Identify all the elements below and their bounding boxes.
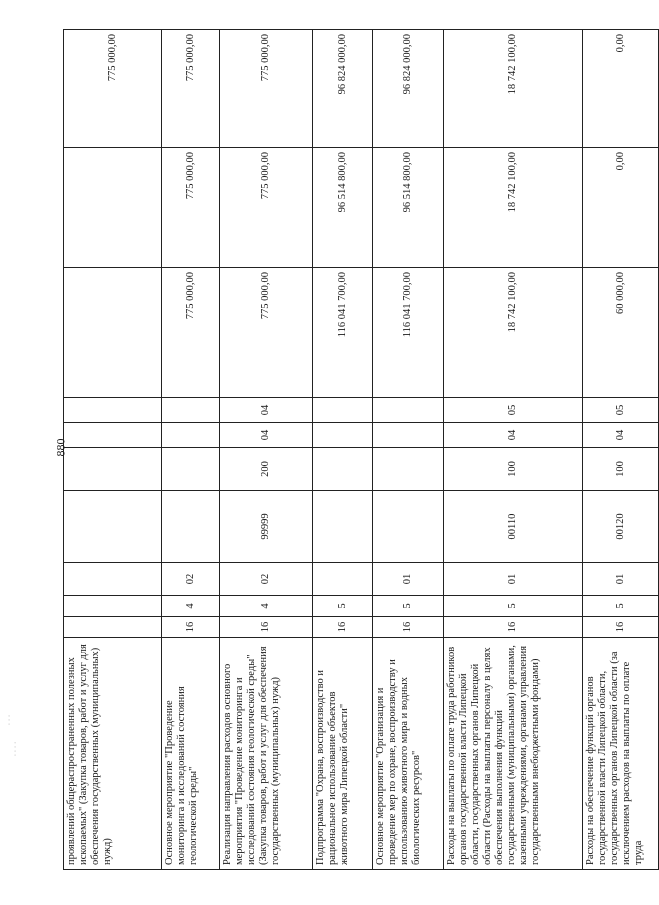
row-name-cell: проявлений общераспространенных полезных ископаемых" (Закупка товаров, работ и услуг для обеспечения государственных (муниципальных) нужд) (64, 638, 162, 870)
amount-cell: 775 000,00 (220, 30, 313, 148)
code-cell (64, 423, 162, 448)
code-cell: 5 (444, 596, 583, 617)
amount-cell: 116 041 700,00 (313, 268, 373, 398)
row-name-cell: Основное мероприятие "Организация и проведение мер по охране, воспроизводству и использованию животного мира и водных биологических ресурсов" (373, 638, 444, 870)
code-cell: 05 (583, 398, 659, 423)
row-name-cell: Подпрограмма "Охрана, воспроизводство и рациональное использование объектов животного мира Липецкой области" (313, 638, 373, 870)
table-row (373, 30, 444, 870)
table-row (162, 30, 220, 870)
code-cell: 05 (444, 398, 583, 423)
code-cell (64, 448, 162, 491)
code-cell: 02 (220, 563, 313, 596)
table-body (64, 30, 659, 870)
budget-table (63, 29, 659, 870)
code-cell: 16 (373, 617, 444, 638)
code-cell (373, 423, 444, 448)
amount-cell: 0,00 (583, 148, 659, 268)
amount-cell (64, 148, 162, 268)
amount-cell: 775 000,00 (162, 268, 220, 398)
code-cell: 01 (373, 563, 444, 596)
code-cell: 01 (583, 563, 659, 596)
page-number: 880 (53, 438, 68, 457)
code-cell: 4 (220, 596, 313, 617)
code-cell (162, 398, 220, 423)
code-cell (313, 448, 373, 491)
amount-cell: 775 000,00 (162, 30, 220, 148)
amount-cell: 775 000,00 (64, 30, 162, 148)
code-cell: 00120 (583, 491, 659, 563)
code-cell: 100 (583, 448, 659, 491)
code-cell (64, 563, 162, 596)
table-row (444, 30, 583, 870)
code-cell (373, 491, 444, 563)
amount-cell: 116 041 700,00 (373, 268, 444, 398)
code-cell: 16 (444, 617, 583, 638)
budget-table-rotated (63, 30, 644, 870)
amount-cell: 18 742 100,00 (444, 268, 583, 398)
code-cell: 04 (444, 423, 583, 448)
code-cell: 04 (220, 398, 313, 423)
code-cell: 04 (220, 423, 313, 448)
row-name-cell: Расходы на обеспечение функций органов государственной власти Липецкой области, государственных органов Липецкой области (за исключением расходов на выплаты по оплате труда (583, 638, 659, 870)
amount-cell: 96 514 800,00 (313, 148, 373, 268)
amount-cell: 775 000,00 (162, 148, 220, 268)
code-cell: 5 (373, 596, 444, 617)
code-cell (373, 448, 444, 491)
code-cell (162, 448, 220, 491)
table-row (313, 30, 373, 870)
amount-cell: 96 514 800,00 (373, 148, 444, 268)
amount-cell: 60 000,00 (583, 268, 659, 398)
code-cell: 16 (220, 617, 313, 638)
code-cell: 200 (220, 448, 313, 491)
code-cell: 5 (313, 596, 373, 617)
row-name-cell: Расходы на выплаты по оплате труда работников органов государственной власти Липецкой области, государственных органов Липецкой области (Расходы на выплаты персоналу в целях обеспечения выполнения функций государственными (муниципальными) органами, казенными учреждениями, органами управления государственными внебюджетными фондами) (444, 638, 583, 870)
code-cell: 16 (162, 617, 220, 638)
row-name-cell: Реализация направления расходов основного мероприятия "Проведение мониторинга и исследований состояния геологической среды" (Закупка товаров, работ и услуг для обеспечения государственных (муниципальных) нужд) (220, 638, 313, 870)
code-cell (313, 398, 373, 423)
amount-cell: 775 000,00 (220, 148, 313, 268)
code-cell: 00110 (444, 491, 583, 563)
scan-mark: · · · (5, 714, 14, 726)
code-cell (162, 423, 220, 448)
code-cell: 16 (313, 617, 373, 638)
code-cell (373, 398, 444, 423)
code-cell (64, 491, 162, 563)
amount-cell: 0,00 (583, 30, 659, 148)
scan-mark: · · · · (11, 741, 20, 757)
code-cell (64, 617, 162, 638)
amount-cell: 96 824 000,00 (373, 30, 444, 148)
amount-cell: 18 742 100,00 (444, 30, 583, 148)
table-row (220, 30, 313, 870)
code-cell: 5 (583, 596, 659, 617)
table-row (64, 30, 162, 870)
code-cell: 100 (444, 448, 583, 491)
code-cell (313, 491, 373, 563)
code-cell (64, 596, 162, 617)
code-cell: 04 (583, 423, 659, 448)
code-cell (313, 563, 373, 596)
amount-cell (64, 268, 162, 398)
code-cell (162, 491, 220, 563)
amount-cell: 775 000,00 (220, 268, 313, 398)
code-cell: 4 (162, 596, 220, 617)
table-row (583, 30, 659, 870)
code-cell (64, 398, 162, 423)
code-cell: 02 (162, 563, 220, 596)
code-cell (313, 423, 373, 448)
amount-cell: 18 742 100,00 (444, 148, 583, 268)
code-cell: 01 (444, 563, 583, 596)
code-cell: 99999 (220, 491, 313, 563)
row-name-cell: Основное мероприятие "Проведение мониторинга и исследований состояния геологической среды" (162, 638, 220, 870)
amount-cell: 96 824 000,00 (313, 30, 373, 148)
code-cell: 16 (583, 617, 659, 638)
